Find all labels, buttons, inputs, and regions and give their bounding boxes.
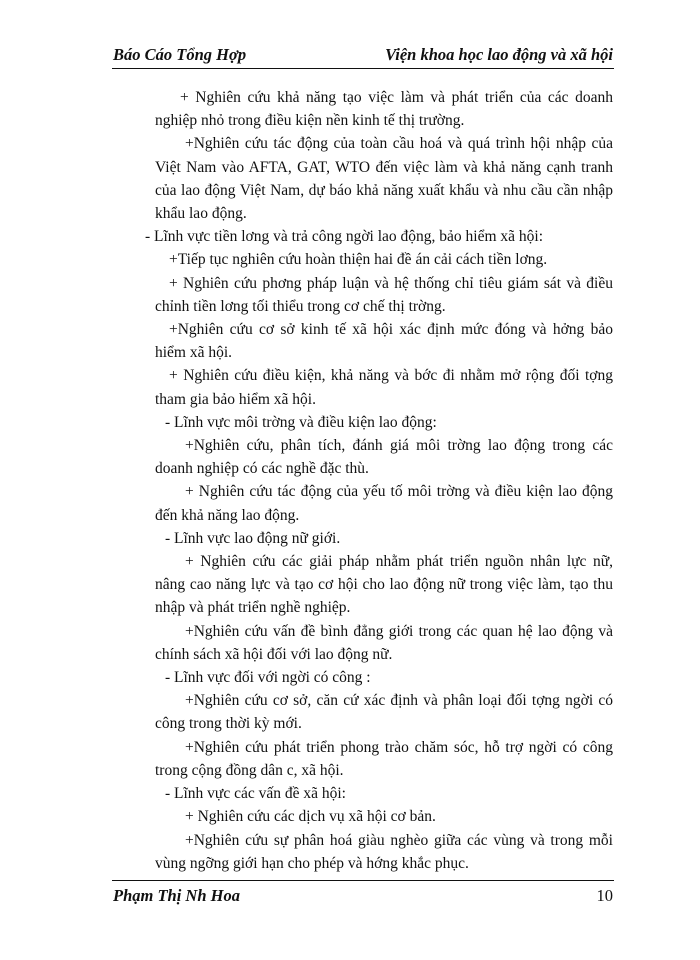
header-divider: [112, 68, 614, 69]
section-heading: - Lĩnh vực các vấn đề xã hội:: [165, 785, 346, 803]
footer-divider: [112, 880, 614, 881]
paragraph: + Nghiên cứu phơng pháp luận và hệ thống chỉ tiêu giám sát và điều chỉnh tiền lơng tối thiểu trong cơ chế thị trờng.: [155, 274, 613, 315]
paragraph: +Nghiên cứu sự phân hoá giàu nghèo giữa các vùng và trong mỗi vùng ngỡng giới hạn cho phép và hớng khắc phục.: [155, 831, 613, 872]
section-heading: - Lĩnh vực tiền lơng và trả công ngời lao động, bảo hiểm xã hội:: [145, 228, 543, 246]
paragraph: +Tiếp tục nghiên cứu hoàn thiện hai đề án cải cách tiền lơng.: [169, 251, 548, 269]
paragraph: +Nghiên cứu tác động của toàn cầu hoá và quá trình hội nhập của Việt Nam vào AFTA, GAT, WTO đến việc làm và khả năng cạnh tranh của lao động Việt Nam, dự báo khả năng xuất khẩu và nhu cầu cần nhập khẩu lao động.: [155, 135, 613, 223]
header-institute-name: Viện khoa học lao động và xã hội: [385, 45, 613, 64]
paragraph: +Nghiên cứu cơ sở, căn cứ xác định và phân loại đối tợng ngời có công trong thời kỳ mới.: [155, 692, 613, 733]
page-number: 10: [596, 886, 613, 905]
paragraph: + Nghiên cứu tác động của yếu tố môi trờng và điều kiện lao động đến khả năng lao động.: [155, 483, 613, 524]
paragraph: +Nghiên cứu vấn đề bình đẳng giới trong các quan hệ lao động và chính sách xã hội đối với lao động nữ.: [155, 622, 613, 663]
header-report-title: Báo Cáo Tổng Hợp: [113, 45, 247, 64]
page-footer: [113, 886, 613, 910]
page-header: [113, 45, 613, 69]
footer-author: Phạm Thị Nh Hoa: [113, 886, 240, 905]
paragraph: + Nghiên cứu các dịch vụ xã hội cơ bản.: [185, 808, 436, 826]
paragraph: + Nghiên cứu các giải pháp nhằm phát triển nguồn nhân lực nữ, nâng cao năng lực và tạo cơ hội cho lao động nữ trong việc làm, tạo thu nhập và phát triển nghề nghiệp.: [155, 553, 613, 617]
paragraph: +Nghiên cứu cơ sở kinh tế xã hội xác định mức đóng và hởng bảo hiểm xã hội.: [155, 321, 613, 362]
document-body: [145, 86, 613, 875]
paragraph: + Nghiên cứu điều kiện, khả năng và bớc đi nhằm mở rộng đối tợng tham gia bảo hiểm xã hội.: [155, 367, 613, 408]
section-heading: - Lĩnh vực đối với ngời có công :: [165, 669, 371, 687]
section-heading: - Lĩnh vực môi trờng và điều kiện lao động:: [165, 413, 437, 431]
paragraph: +Nghiên cứu, phân tích, đánh giá môi trờng lao động trong các doanh nghiệp có các nghề đặc thù.: [155, 437, 613, 478]
section-heading: - Lĩnh vực lao động nữ giới.: [165, 529, 341, 547]
paragraph: + Nghiên cứu khả năng tạo việc làm và phát triển của các doanh nghiệp nhỏ trong điều kiện nền kinh tế thị trường.: [155, 89, 613, 130]
paragraph: +Nghiên cứu phát triển phong trào chăm sóc, hỗ trợ ngời có công trong cộng đồng dân c, xã hội.: [155, 738, 613, 779]
